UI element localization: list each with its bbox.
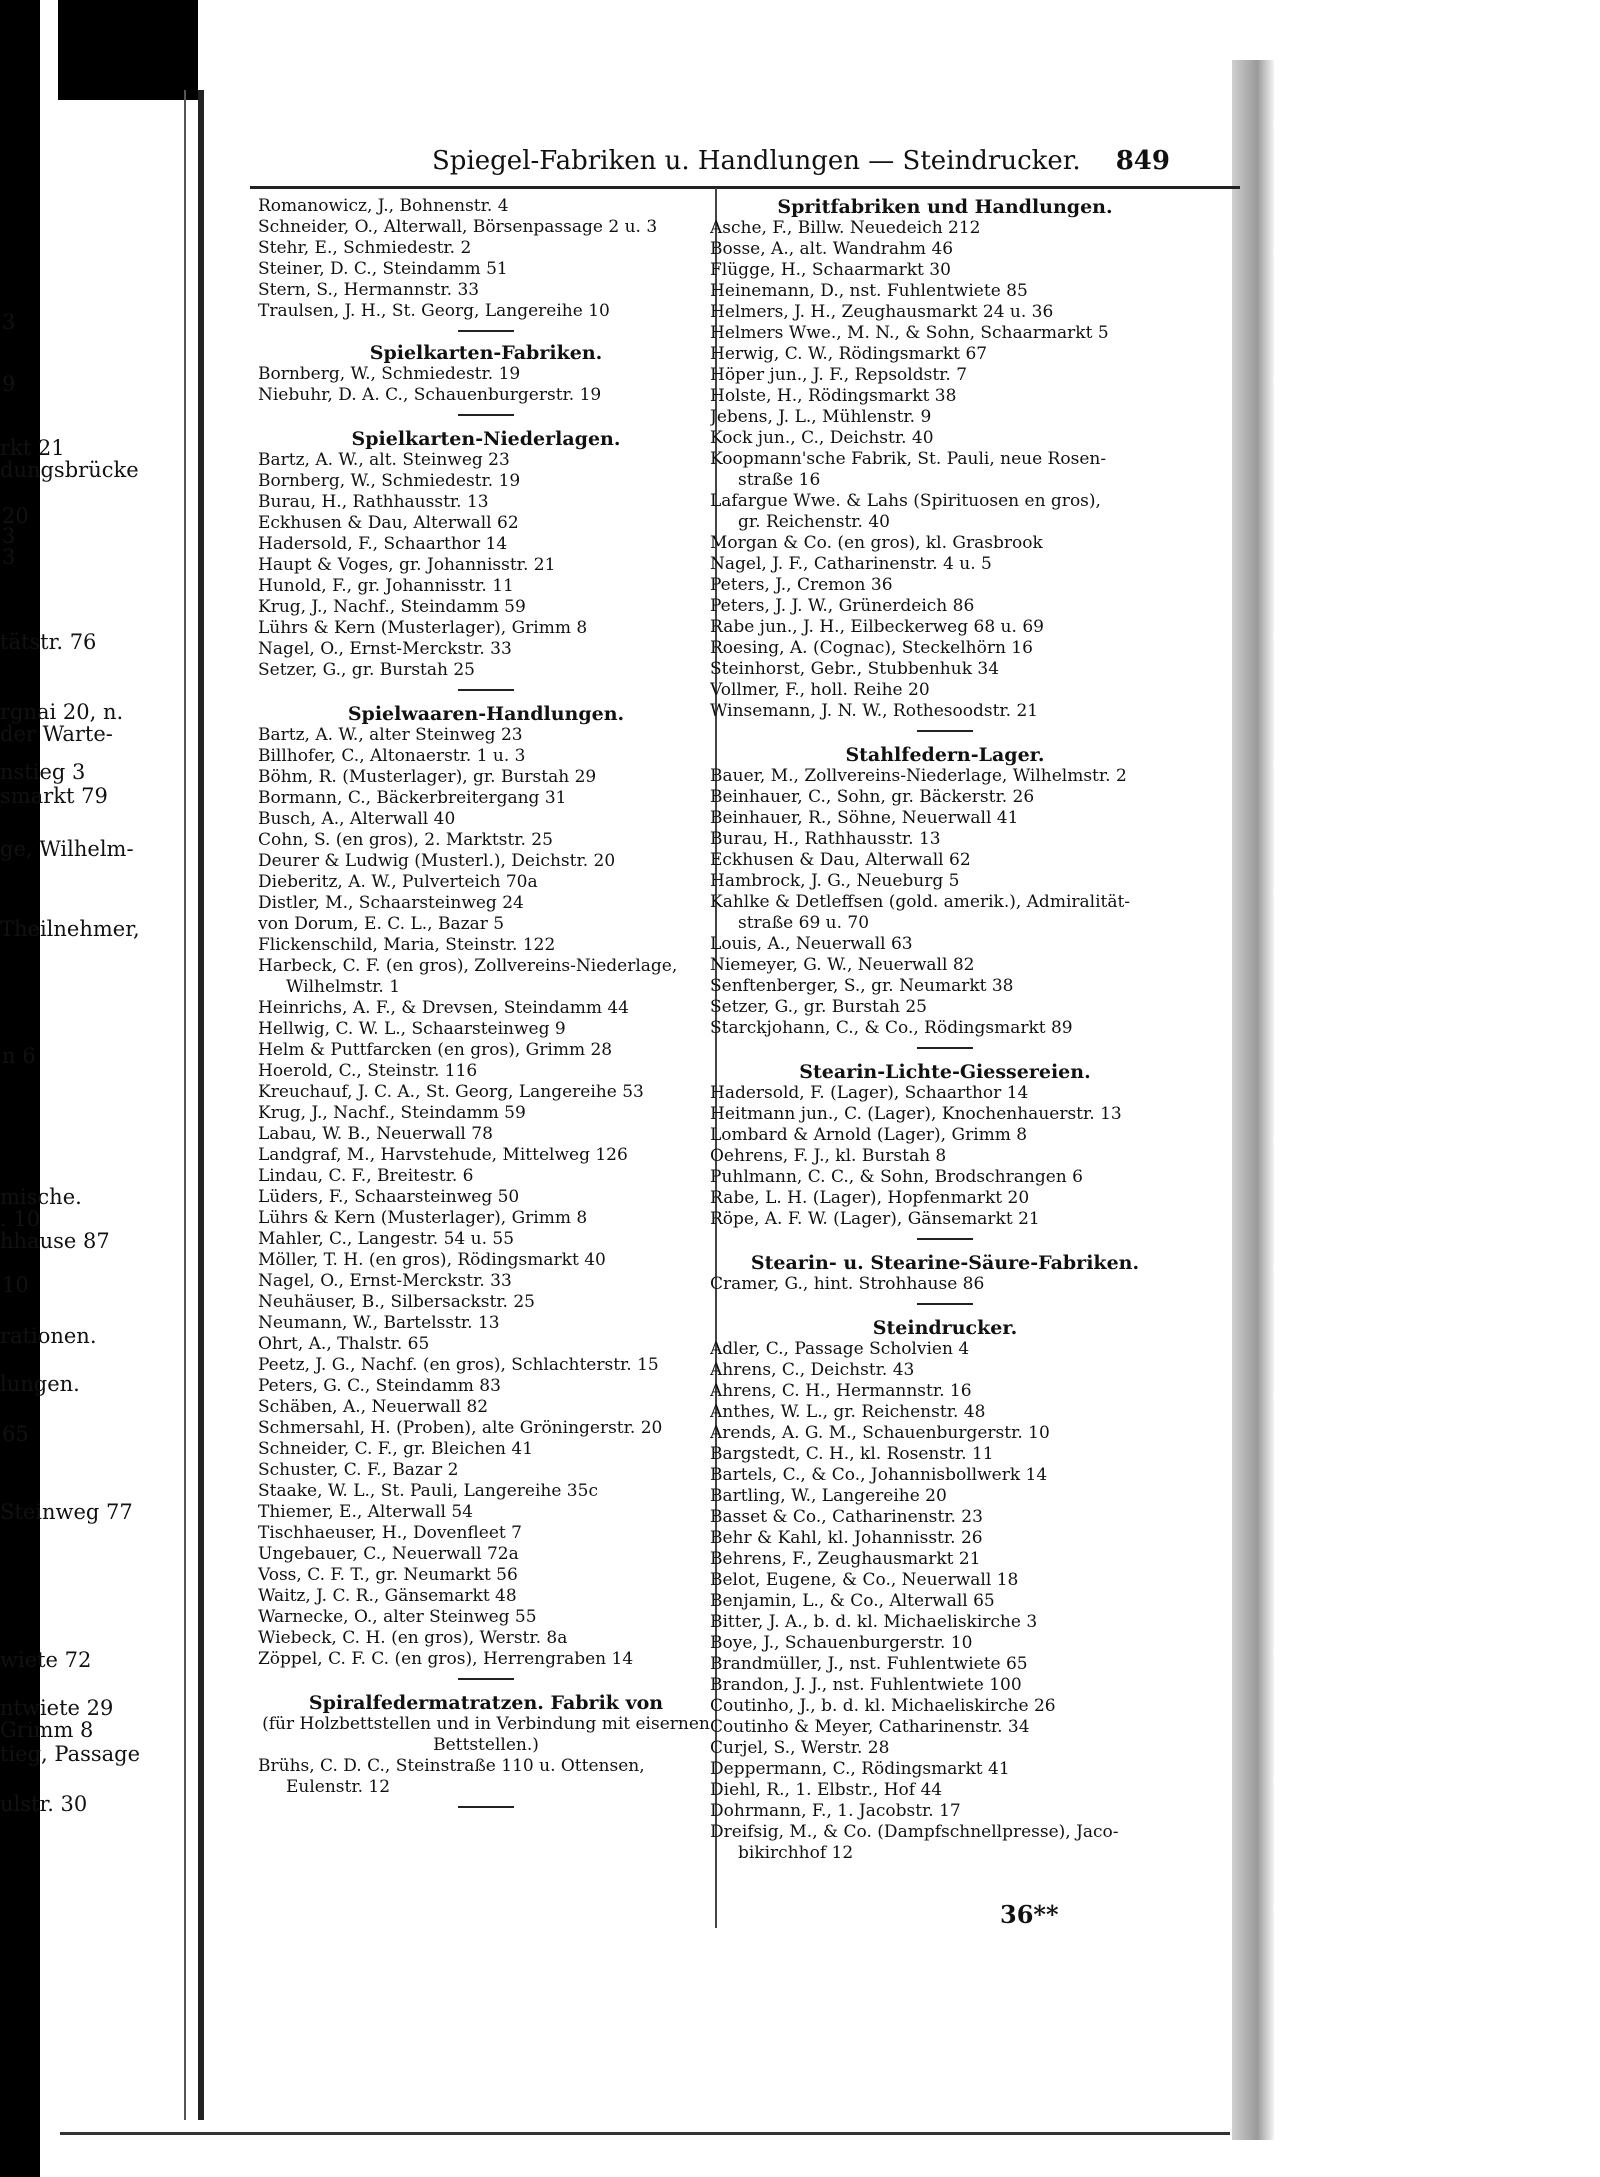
left-page-line: mische. xyxy=(0,1185,82,1209)
directory-entry: Burau, H., Rathhausstr. 13 xyxy=(258,492,489,512)
directory-entry: Hadersold, F. (Lager), Schaarthor 14 xyxy=(710,1083,1029,1103)
directory-entry: Koopmann'sche Fabrik, St. Pauli, neue Rosen- xyxy=(710,449,1107,469)
column-right xyxy=(710,196,1180,1864)
directory-entry: Steinhorst, Gebr., Stubbenhuk 34 xyxy=(710,659,1000,679)
left-page-line: Grimm 8 xyxy=(0,1718,94,1742)
directory-entry: Deppermann, C., Rödingsmarkt 41 xyxy=(710,1759,1010,1779)
directory-entry: Zöppel, C. F. C. (en gros), Herrengraben 14 xyxy=(258,1649,634,1669)
scan-bottom-edge xyxy=(60,2132,1230,2135)
directory-entry: Senftenberger, S., gr. Neumarkt 38 xyxy=(710,976,1014,996)
left-page-line: rgnai 20, n. xyxy=(0,700,124,724)
directory-entry: Winsemann, J. N. W., Rothesoodstr. 21 xyxy=(710,701,1039,721)
left-page-line: 9 xyxy=(2,372,16,396)
directory-entry: Hambrock, J. G., Neueburg 5 xyxy=(710,871,960,891)
directory-entry: Bartels, C., & Co., Johannisbollwerk 14 xyxy=(710,1465,1048,1485)
directory-entry: Jebens, J. L., Mühlenstr. 9 xyxy=(710,407,932,427)
directory-entry: Hellwig, C. W. L., Schaarsteinweg 9 xyxy=(258,1019,566,1039)
directory-entry: Peters, G. C., Steindamm 83 xyxy=(258,1376,501,1396)
directory-entry: Hadersold, F., Schaarthor 14 xyxy=(258,534,508,554)
directory-entry: Rabe, L. H. (Lager), Hopfenmarkt 20 xyxy=(710,1188,1030,1208)
directory-entry: Voss, C. F. T., gr. Neumarkt 56 xyxy=(258,1565,518,1585)
directory-entry: Kock jun., C., Deichstr. 40 xyxy=(710,428,934,448)
directory-entry: Hoerold, C., Steinstr. 116 xyxy=(258,1061,478,1081)
directory-entry: Nagel, O., Ernst-Merckstr. 33 xyxy=(258,1271,512,1291)
directory-entry: Krug, J., Nachf., Steindamm 59 xyxy=(258,1103,526,1123)
directory-entry: Bartz, A. W., alt. Steinweg 23 xyxy=(258,450,510,470)
section-separator xyxy=(917,1303,973,1305)
directory-entry: Romanowicz, J., Bohnenstr. 4 xyxy=(258,196,509,216)
directory-entry: Herwig, C. W., Rödingsmarkt 67 xyxy=(710,344,988,364)
directory-entry: Morgan & Co. (en gros), kl. Grasbrook xyxy=(710,533,1043,553)
directory-entry: Warnecke, O., alter Steinweg 55 xyxy=(258,1607,537,1627)
directory-entry: Eckhusen & Dau, Alterwall 62 xyxy=(258,513,519,533)
directory-entry: Böhm, R. (Musterlager), gr. Burstah 29 xyxy=(258,767,597,787)
directory-entry: Holste, H., Rödingsmarkt 38 xyxy=(710,386,957,406)
header-rule xyxy=(250,186,1240,189)
left-page-line: ge, Wilhelm- xyxy=(0,837,134,861)
directory-entry: Helm & Puttfarcken (en gros), Grimm 28 xyxy=(258,1040,613,1060)
directory-entry: Basset & Co., Catharinenstr. 23 xyxy=(710,1507,983,1527)
directory-section xyxy=(710,1317,1180,1864)
directory-entry: straße 16 xyxy=(738,470,821,490)
directory-entry: Rabe jun., J. H., Eilbeckerweg 68 u. 69 xyxy=(710,617,1044,637)
directory-entry: Möller, T. H. (en gros), Rödingsmarkt 40 xyxy=(258,1250,606,1270)
directory-entry: Cohn, S. (en gros), 2. Marktstr. 25 xyxy=(258,830,553,850)
section-separator xyxy=(458,414,514,416)
directory-entry: Burau, H., Rathhausstr. 13 xyxy=(710,829,941,849)
section-heading: Stahlfedern-Lager. xyxy=(845,744,1045,766)
section-separator xyxy=(917,1238,973,1240)
directory-entry: Dieberitz, A. W., Pulverteich 70a xyxy=(258,872,538,892)
directory-entry: Staake, W. L., St. Pauli, Langereihe 35c xyxy=(258,1481,598,1501)
directory-entry: Traulsen, J. H., St. Georg, Langereihe 10 xyxy=(258,301,610,321)
directory-entry: Tischhaeuser, H., Dovenfleet 7 xyxy=(258,1523,522,1543)
directory-entry: straße 69 u. 70 xyxy=(738,913,870,933)
directory-section xyxy=(258,342,714,416)
directory-entry: Schuster, C. F., Bazar 2 xyxy=(258,1460,459,1480)
directory-entry: Wilhelmstr. 1 xyxy=(286,977,401,997)
left-page-line: 65 xyxy=(2,1422,29,1446)
directory-entry: Schneider, O., Alterwall, Börsenpassage 2 u. 3 xyxy=(258,217,658,237)
directory-section xyxy=(710,1252,1180,1305)
page-edge-shadow xyxy=(1232,60,1274,2140)
directory-entry: Waitz, J. C. R., Gänsemarkt 48 xyxy=(258,1586,517,1606)
directory-entry: Setzer, G., gr. Burstah 25 xyxy=(258,660,475,680)
left-page-line: tätstr. 76 xyxy=(0,630,97,654)
directory-entry: Kreuchauf, J. C. A., St. Georg, Langereihe 53 xyxy=(258,1082,644,1102)
directory-entry: Diehl, R., 1. Elbstr., Hof 44 xyxy=(710,1780,943,1800)
directory-entry: Lafargue Wwe. & Lahs (Spirituosen en gros), xyxy=(710,491,1101,511)
directory-entry: Mahler, C., Langestr. 54 u. 55 xyxy=(258,1229,515,1249)
book-gutter xyxy=(198,90,204,2120)
directory-entry: bikirchhof 12 xyxy=(738,1843,854,1863)
directory-entry: Brühs, C. D. C., Steinstraße 110 u. Ottensen, xyxy=(258,1756,645,1776)
directory-section xyxy=(258,428,714,691)
directory-entry: Lindau, C. F., Breitestr. 6 xyxy=(258,1166,474,1186)
left-page-line: 3 xyxy=(2,545,16,569)
directory-entry: Behrens, F., Zeughausmarkt 21 xyxy=(710,1549,981,1569)
directory-entry: Starckjohann, C., & Co., Rödingsmarkt 89 xyxy=(710,1018,1073,1038)
page-number: 849 xyxy=(1115,146,1170,176)
section-heading: Spiralfedermatratzen. Fabrik von xyxy=(308,1692,664,1714)
directory-entry: Niemeyer, G. W., Neuerwall 82 xyxy=(710,955,975,975)
directory-section xyxy=(710,1061,1180,1240)
section-separator xyxy=(458,1678,514,1680)
directory-entry: Busch, A., Alterwall 40 xyxy=(258,809,456,829)
directory-entry: Schneider, C. F., gr. Bleichen 41 xyxy=(258,1439,534,1459)
directory-entry: Kahlke & Detleffsen (gold. amerik.), Admiralität- xyxy=(710,892,1131,912)
directory-entry: Neumann, W., Bartelsstr. 13 xyxy=(258,1313,500,1333)
directory-entry: Adler, C., Passage Scholvien 4 xyxy=(710,1339,970,1359)
directory-section xyxy=(258,1692,714,1808)
left-page-line: rationen. xyxy=(0,1324,97,1348)
directory-entry: Lüders, F., Schaarsteinweg 50 xyxy=(258,1187,520,1207)
left-page-line: der Warte- xyxy=(0,722,113,746)
directory-entry: Krug, J., Nachf., Steindamm 59 xyxy=(258,597,526,617)
directory-entry: Coutinho, J., b. d. kl. Michaeliskirche 26 xyxy=(710,1696,1056,1716)
directory-entry: Stern, S., Hermannstr. 33 xyxy=(258,280,480,300)
directory-entry: Röpe, A. F. W. (Lager), Gänsemarkt 21 xyxy=(710,1209,1040,1229)
page-header xyxy=(432,146,1170,182)
directory-entry: Landgraf, M., Harvstehude, Mittelweg 126 xyxy=(258,1145,628,1165)
left-page-line: hhause 87 xyxy=(0,1229,110,1253)
left-page-line: rkt 21 xyxy=(0,436,65,460)
directory-entry: Louis, A., Neuerwall 63 xyxy=(710,934,913,954)
left-page-line: . 10 xyxy=(0,1207,41,1231)
left-page-line: dungsbrücke xyxy=(0,458,139,482)
directory-entry: Ungebauer, C., Neuerwall 72a xyxy=(258,1544,519,1564)
directory-entry: Niebuhr, D. A. C., Schauenburgerstr. 19 xyxy=(258,385,602,405)
directory-entry: Ahrens, C. H., Hermannstr. 16 xyxy=(710,1381,972,1401)
directory-entry: Peters, J., Cremon 36 xyxy=(710,575,893,595)
directory-entry: Steiner, D. C., Steindamm 51 xyxy=(258,259,508,279)
section-heading: Stearin-Lichte-Giessereien. xyxy=(799,1061,1091,1083)
directory-entry: Eckhusen & Dau, Alterwall 62 xyxy=(710,850,971,870)
left-page-line: wiete 72 xyxy=(0,1648,92,1672)
left-page-line: tieg, Passage xyxy=(0,1742,141,1766)
directory-entry: Roesing, A. (Cognac), Steckelhörn 16 xyxy=(710,638,1033,658)
directory-entry: Belot, Eugene, & Co., Neuerwall 18 xyxy=(710,1570,1019,1590)
directory-entry: Billhofer, C., Altonaerstr. 1 u. 3 xyxy=(258,746,526,766)
section-heading: Spritfabriken und Handlungen. xyxy=(777,196,1113,218)
directory-entry: Hunold, F., gr. Johannisstr. 11 xyxy=(258,576,514,596)
directory-entry: Benjamin, L., & Co., Alterwall 65 xyxy=(710,1591,995,1611)
section-separator xyxy=(458,1806,514,1808)
section-separator xyxy=(917,730,973,732)
directory-entry: Schmersahl, H. (Proben), alte Gröningerstr. 20 xyxy=(258,1418,663,1438)
directory-entry: Cramer, G., hint. Strohhause 86 xyxy=(710,1274,985,1294)
section-heading: Spielkarten-Fabriken. xyxy=(369,342,603,364)
directory-entry: Harbeck, C. F. (en gros), Zollvereins-Niederlage, xyxy=(258,956,678,976)
directory-entry: Nagel, O., Ernst-Merckstr. 33 xyxy=(258,639,512,659)
running-title: Spiegel-Fabriken u. Handlungen — Steindrucker. xyxy=(432,146,1081,176)
directory-entry: Arends, A. G. M., Schauenburgerstr. 10 xyxy=(710,1423,1050,1443)
left-page-line: 20 xyxy=(2,504,29,528)
section-note: (für Holzbettstellen und in Verbindung mit eisernen Bettstellen.) xyxy=(262,1714,710,1755)
directory-entry: Distler, M., Schaarsteinweg 24 xyxy=(258,893,524,913)
directory-entry: Asche, F., Billw. Neuedeich 212 xyxy=(710,218,981,238)
directory-entry: Lombard & Arnold (Lager), Grimm 8 xyxy=(710,1125,1028,1145)
directory-entry: Bauer, M., Zollvereins-Niederlage, Wilhelmstr. 2 xyxy=(710,766,1127,786)
directory-entry: Vollmer, F., holl. Reihe 20 xyxy=(710,680,930,700)
left-page-line: ulstr. 30 xyxy=(0,1792,88,1816)
directory-entry: Bartz, A. W., alter Steinweg 23 xyxy=(258,725,523,745)
left-page-fragment xyxy=(0,0,182,2177)
section-separator xyxy=(458,330,514,332)
column-left xyxy=(258,196,714,1818)
directory-entry: Thiemer, E., Alterwall 54 xyxy=(258,1502,473,1522)
directory-entry: Eulenstr. 12 xyxy=(286,1777,391,1797)
directory-entry: Helmers Wwe., M. N., & Sohn, Schaarmarkt 5 xyxy=(710,323,1109,343)
directory-entry: Heinrichs, A. F., & Drevsen, Steindamm 44 xyxy=(258,998,629,1018)
directory-entry: Beinhauer, R., Söhne, Neuerwall 41 xyxy=(710,808,1019,828)
left-page-line: Steinweg 77 xyxy=(0,1500,133,1524)
left-page-line: ntwiete 29 xyxy=(0,1696,114,1720)
left-page-line: 10 xyxy=(2,1273,29,1297)
directory-entry: Bosse, A., alt. Wandrahm 46 xyxy=(710,239,954,259)
directory-section xyxy=(710,196,1180,732)
signature-mark: 36** xyxy=(1000,1900,1059,1929)
directory-entry: Bartling, W., Langereihe 20 xyxy=(710,1486,947,1506)
directory-entry: Flügge, H., Schaarmarkt 30 xyxy=(710,260,951,280)
left-page-line: nstieg 3 xyxy=(0,760,86,784)
section-heading: Steindrucker. xyxy=(872,1317,1018,1339)
gutter-edge xyxy=(184,90,186,2120)
directory-entry: Helmers, J. H., Zeughausmarkt 24 u. 36 xyxy=(710,302,1054,322)
directory-entry: Coutinho & Meyer, Catharinenstr. 34 xyxy=(710,1717,1030,1737)
directory-entry: Brandon, J. J., nst. Fuhlentwiete 100 xyxy=(710,1675,1022,1695)
section-separator xyxy=(917,1047,973,1049)
directory-section xyxy=(258,703,714,1680)
directory-entry: Dreifsig, M., & Co. (Dampfschnellpresse), Jaco- xyxy=(710,1822,1119,1842)
directory-entry: Setzer, G., gr. Burstah 25 xyxy=(710,997,927,1017)
directory-entry: Flickenschild, Maria, Steinstr. 122 xyxy=(258,935,556,955)
directory-entry: Beinhauer, C., Sohn, gr. Bäckerstr. 26 xyxy=(710,787,1035,807)
directory-entry: Behr & Kahl, kl. Johannisstr. 26 xyxy=(710,1528,983,1548)
directory-entry: Dohrmann, F., 1. Jacobstr. 17 xyxy=(710,1801,961,1821)
directory-entry: Lührs & Kern (Musterlager), Grimm 8 xyxy=(258,1208,588,1228)
left-page-line: Theilnehmer, xyxy=(0,917,140,941)
directory-entry: Schäben, A., Neuerwall 82 xyxy=(258,1397,489,1417)
directory-entry: Brandmüller, J., nst. Fuhlentwiete 65 xyxy=(710,1654,1028,1674)
left-page-line: smarkt 79 xyxy=(0,784,108,808)
directory-entry: Peters, J. J. W., Grünerdeich 86 xyxy=(710,596,975,616)
section-heading: Spielwaaren-Handlungen. xyxy=(347,703,625,725)
directory-entry: Stehr, E., Schmiedestr. 2 xyxy=(258,238,472,258)
directory-entry: Boye, J., Schauenburgerstr. 10 xyxy=(710,1633,973,1653)
directory-entry: Labau, W. B., Neuerwall 78 xyxy=(258,1124,493,1144)
directory-entry: gr. Reichenstr. 40 xyxy=(738,512,890,532)
directory-section xyxy=(710,744,1180,1049)
directory-entry: Nagel, J. F., Catharinenstr. 4 u. 5 xyxy=(710,554,992,574)
directory-entry: Peetz, J. G., Nachf. (en gros), Schlachterstr. 15 xyxy=(258,1355,659,1375)
left-page-line: 3 xyxy=(2,310,16,334)
directory-entry: Ohrt, A., Thalstr. 65 xyxy=(258,1334,430,1354)
directory-entry: Neuhäuser, B., Silbersackstr. 25 xyxy=(258,1292,535,1312)
directory-entry: Höper jun., J. F., Repsoldstr. 7 xyxy=(710,365,968,385)
left-page-line: lungen. xyxy=(0,1372,80,1396)
directory-entry: Haupt & Voges, gr. Johannisstr. 21 xyxy=(258,555,556,575)
directory-entry: Oehrens, F. J., kl. Burstah 8 xyxy=(710,1146,947,1166)
directory-entry: Bornberg, W., Schmiedestr. 19 xyxy=(258,364,521,384)
section-separator xyxy=(458,689,514,691)
left-page-line: n 6 xyxy=(2,1044,36,1068)
section-heading: Spielkarten-Niederlagen. xyxy=(351,428,621,450)
section-heading: Stearin- u. Stearine-Säure-Fabriken. xyxy=(750,1252,1140,1274)
directory-entry: von Dorum, E. C. L., Bazar 5 xyxy=(258,914,505,934)
directory-entry: Lührs & Kern (Musterlager), Grimm 8 xyxy=(258,618,588,638)
directory-entry: Heinemann, D., nst. Fuhlentwiete 85 xyxy=(710,281,1028,301)
directory-entry: Bornberg, W., Schmiedestr. 19 xyxy=(258,471,521,491)
directory-entry: Bormann, C., Bäckerbreitergang 31 xyxy=(258,788,567,808)
directory-entry: Heitmann jun., C. (Lager), Knochenhauerstr. 13 xyxy=(710,1104,1122,1124)
directory-entry: Deurer & Ludwig (Musterl.), Deichstr. 20 xyxy=(258,851,616,871)
directory-entry: Bargstedt, C. H., kl. Rosenstr. 11 xyxy=(710,1444,994,1464)
directory-entry: Curjel, S., Werstr. 28 xyxy=(710,1738,890,1758)
directory-entry: Ahrens, C., Deichstr. 43 xyxy=(710,1360,915,1380)
directory-entry: Wiebeck, C. H. (en gros), Werstr. 8a xyxy=(258,1628,568,1648)
directory-entry: Anthes, W. L., gr. Reichenstr. 48 xyxy=(710,1402,986,1422)
directory-entry: Bitter, J. A., b. d. kl. Michaeliskirche 3 xyxy=(710,1612,1038,1632)
directory-entry: Puhlmann, C. C., & Sohn, Brodschrangen 6 xyxy=(710,1167,1083,1187)
left-page-line: 3 xyxy=(2,524,16,548)
